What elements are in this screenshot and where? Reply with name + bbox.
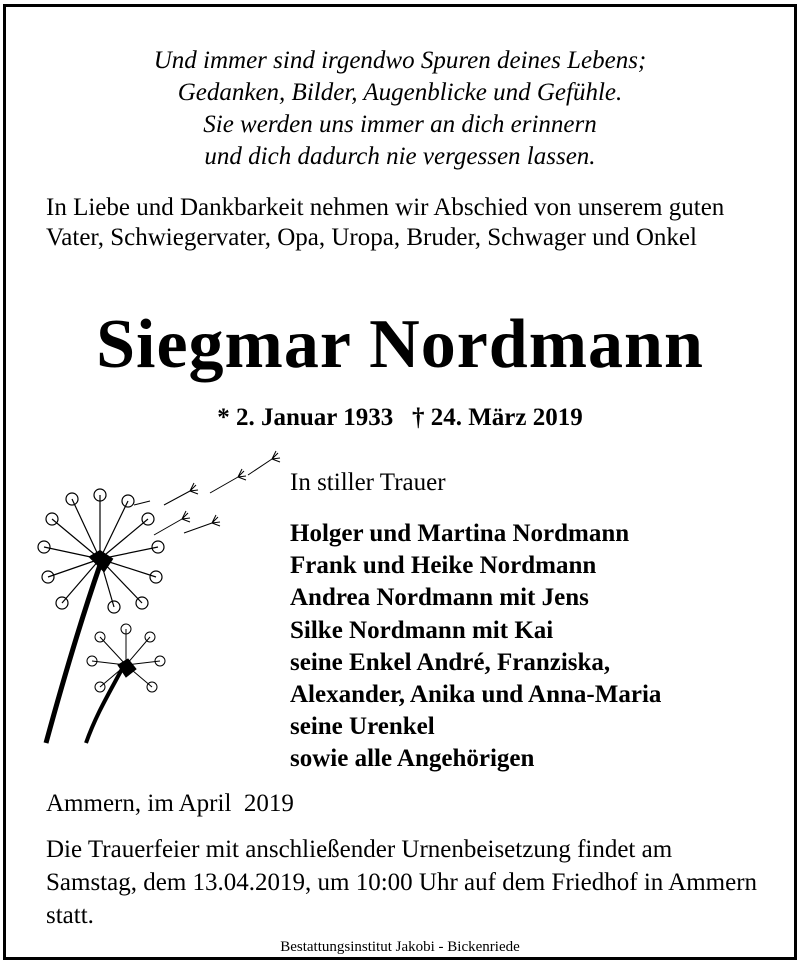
dandelion-icon <box>34 447 294 747</box>
list-item: seine Urenkel <box>290 713 435 741</box>
list-item: Alexander, Anika und Anna-Maria <box>290 681 662 709</box>
mourners-list <box>290 518 661 776</box>
obituary-card <box>3 4 797 960</box>
poem-line: Und immer sind irgendwo Spuren deines Lebens; <box>153 47 647 74</box>
deceased-name: Siegmar Nordmann <box>96 306 704 383</box>
mourning-label: In stiller Trauer <box>290 469 446 496</box>
list-item: Frank und Heike Nordmann <box>290 552 597 580</box>
poem-line: und dich dadurch nie vergessen lassen. <box>204 143 596 170</box>
life-dates: * 2. Januar 1933 † 24. März 2019 <box>217 404 583 431</box>
poem-line: Sie werden uns immer an dich erinnern <box>203 111 597 138</box>
intro-text: In Liebe und Dankbarkeit nehmen wir Abschied von unserem guten Vater, Schwiegervater, Opa, Uropa, Bruder, Schwager und Onkel <box>46 194 725 251</box>
list-item: Holger und Martina Nordmann <box>290 520 630 547</box>
list-item: seine Enkel André, Franziska, <box>290 648 611 676</box>
poem <box>6 45 794 173</box>
list-item: sowie alle Angehörigen <box>290 745 535 773</box>
poem-line: Gedanken, Bilder, Augenblicke und Gefühle. <box>177 79 623 106</box>
list-item: Silke Nordmann mit Kai <box>290 616 554 644</box>
list-item: Andrea Nordmann mit Jens <box>290 584 589 612</box>
funeral-home-credit: Bestattungsinstitut Jakobi - Bickenriede <box>280 939 520 955</box>
funeral-notice: Die Trauerfeier mit anschließender Urnenbeisetzung findet am Samstag, dem 13.04.2019, um 10:00 Uhr auf dem Friedhof in Ammern statt. <box>46 836 758 929</box>
place-date: Ammern, im April 2019 <box>46 790 294 817</box>
